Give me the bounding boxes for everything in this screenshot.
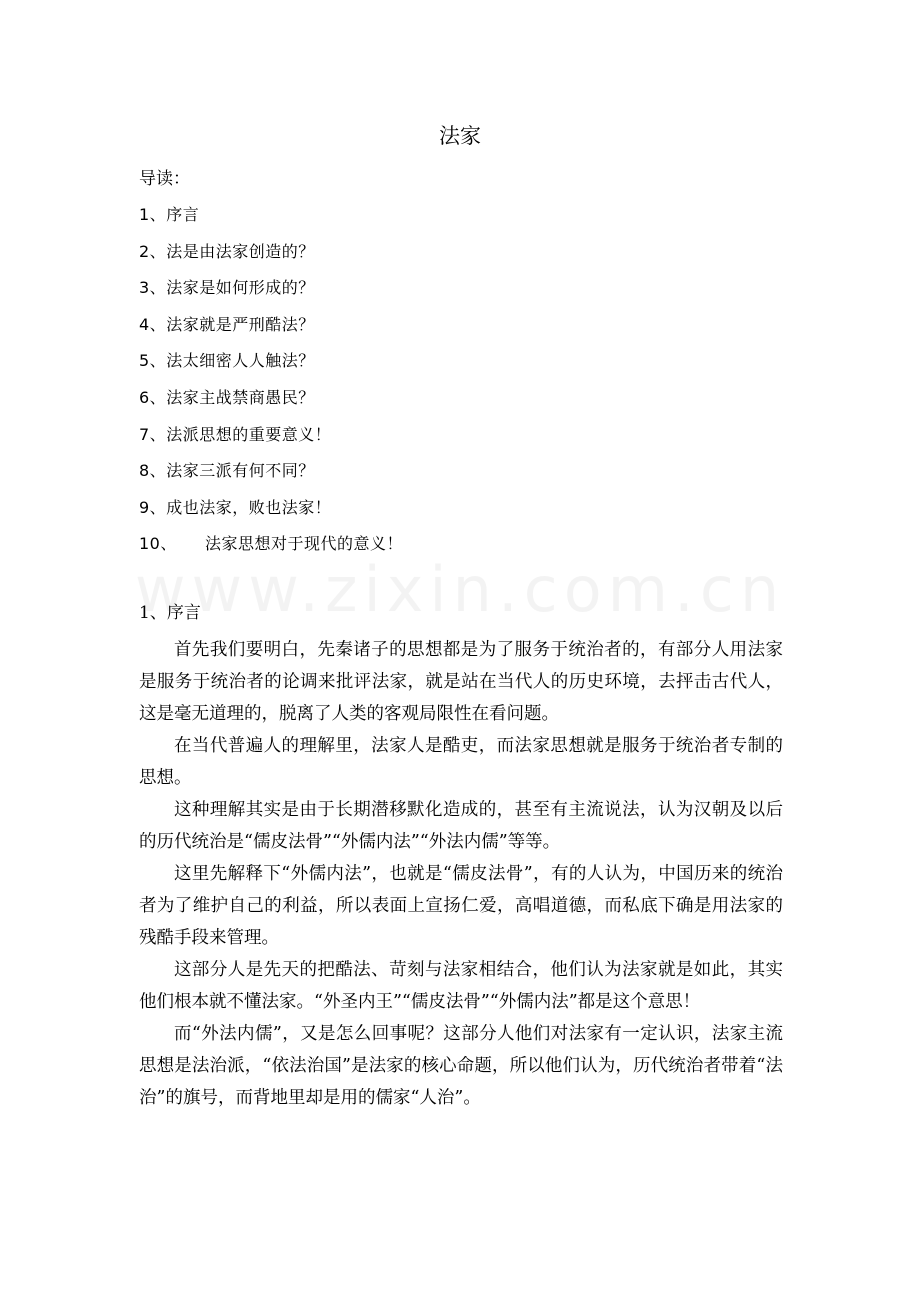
toc-text: 法派思想的重要意义！ [166,424,332,444]
toc-item [139,240,403,277]
toc-number: 3、 [139,278,167,298]
toc-item [139,313,403,350]
toc-number: 5、 [139,351,167,371]
toc-number: 10、 [139,534,177,554]
toc-text: 法太细密人人触法？ [166,351,315,371]
paragraph: 这里先解释下“外儒内法”，也就是“儒皮法骨”，有的人认为，中国历来的统治者为了维护自己的利益，所以表面上宣扬仁爱，高唱道德，而私底下确是用法家的残酷手段来管理。 [139,864,783,948]
toc-number: 4、 [139,314,167,334]
toc-number: 6、 [139,387,167,407]
toc-text: 法家就是严刑酷法？ [166,314,315,334]
toc-text: 法家三派有何不同？ [166,461,315,481]
toc-text: 法家思想对于现代的意义！ [205,534,404,554]
page-title: 法家 [439,124,481,148]
toc-item [139,496,403,533]
toc-item [139,349,403,386]
toc-item [139,203,403,240]
toc-text: 法是由法家创造的？ [166,241,315,261]
paragraph: 在当代普遍人的理解里，法家人是酷吏，而法家思想就是服务于统治者专制的思想。 [139,736,783,788]
toc-item [139,459,403,496]
table-of-contents [139,203,403,569]
paragraph: 这部分人是先天的把酷法、苛刻与法家相结合，他们认为法家就是如此，其实他们根本就不懂法家。“外圣内王”“儒皮法骨”“外儒内法”都是这个意思！ [139,960,783,1012]
toc-item [139,386,403,423]
paragraph: 首先我们要明白，先秦诸子的思想都是为了服务于统治者的，有部分人用法家是服务于统治者的论调来批评法家，就是站在当代人的历史环境，去抨击古代人，这是毫无道理的，脱离了人类的客观局限性在看问题。 [139,640,783,724]
toc-text: 法家主战禁商愚民？ [166,387,315,407]
toc-text: 成也法家，败也法家！ [166,497,332,517]
toc-item [139,423,403,460]
toc-number: 7、 [139,424,167,444]
toc-item [139,532,403,569]
toc-number: 8、 [139,461,167,481]
toc-text: 法家是如何形成的？ [166,278,315,298]
toc-text: 序言 [166,205,200,224]
toc-number: 1、 [139,205,167,224]
toc-number: 9、 [139,497,167,517]
section-body [139,634,783,1114]
toc-number: 2、 [139,241,167,261]
watermark [0,553,920,626]
paragraph: 而“外法内儒”，又是怎么回事呢？这部分人他们对法家有一定认识，法家主流思想是法治派，“依法治国”是法家的核心命题，所以他们认为，历代统治者带着“法治”的旗号，而背地里却是用的儒家“人治”。 [139,1024,783,1108]
toc-item [139,276,403,313]
section-heading: 1、序言 [139,603,201,623]
paragraph: 这种理解其实是由于长期潜移默化造成的，甚至有主流说法，认为汉朝及以后的历代统治是“儒皮法骨”“外儒内法”“外法内儒”等等。 [139,800,783,852]
intro-label: 导读： [139,169,190,189]
